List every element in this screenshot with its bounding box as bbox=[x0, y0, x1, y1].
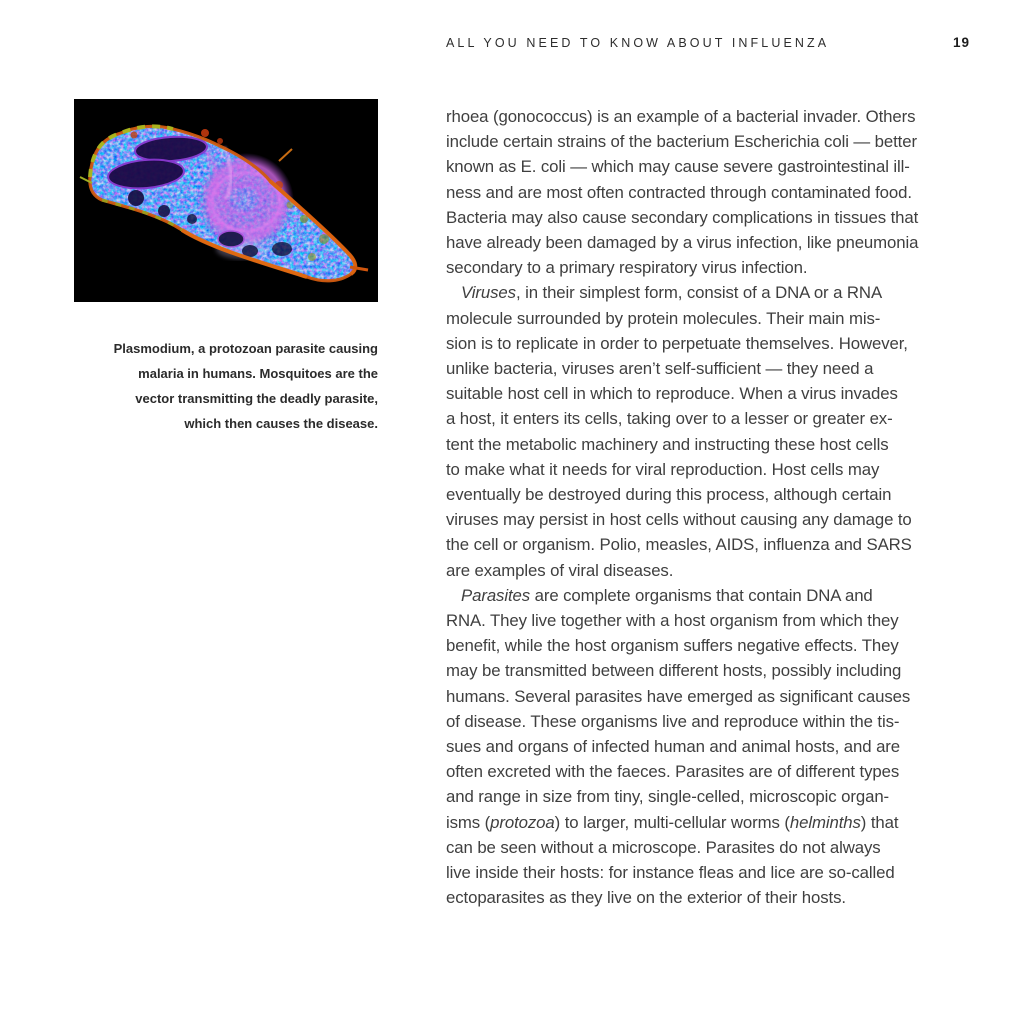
body-line: molecule surrounded by protein molecules. Their main mis- bbox=[446, 308, 881, 328]
body-line: rhoea (gonococcus) is an example of a bacterial invader. Others bbox=[446, 107, 916, 126]
figure-caption bbox=[74, 336, 378, 436]
body-line: RNA. They live together with a host organism from which they bbox=[446, 611, 899, 631]
micrograph-illustration bbox=[74, 99, 378, 302]
body-line: to make what it needs for viral reproduction. Host cells may bbox=[446, 459, 880, 479]
running-header: ALL YOU NEED TO KNOW ABOUT INFLUENZA bbox=[446, 36, 830, 50]
body-line: ectoparasites as they live on the exterior of their hosts. bbox=[446, 888, 846, 908]
body-line: viruses may persist in host cells without causing any damage to bbox=[446, 510, 912, 530]
body-line: often excreted with the faeces. Parasites are of different types bbox=[446, 762, 900, 782]
page-number: 19 bbox=[952, 35, 970, 50]
body-line: a host, it enters its cells, taking over to a lesser or greater ex- bbox=[446, 409, 893, 429]
body-line: tent the metabolic machinery and instructing these host cells bbox=[446, 434, 889, 454]
body-line: secondary to a primary respiratory virus infection. bbox=[446, 258, 808, 278]
body-line: benefit, while the host organism suffers negative effects. They bbox=[446, 636, 899, 656]
body-text-column bbox=[446, 104, 981, 911]
body-line: sion is to replicate in order to perpetuate themselves. However, bbox=[446, 333, 908, 353]
body-line: Viruses, in their simplest form, consist of a DNA or a RNA bbox=[461, 283, 883, 303]
body-line: the cell or organism. Polio, measles, AIDS, influenza and SARS bbox=[446, 535, 912, 555]
body-line: may be transmitted between different hosts, possibly including bbox=[446, 661, 902, 681]
body-line: have already been damaged by a virus infection, like pneumonia bbox=[446, 233, 919, 253]
body-line: humans. Several parasites have emerged as significant causes bbox=[446, 686, 911, 706]
body-line: Parasites are complete organisms that contain DNA and bbox=[461, 585, 873, 605]
body-line: include certain strains of the bacterium Escherichia coli — better bbox=[446, 132, 917, 152]
body-line: eventually be destroyed during this process, although certain bbox=[446, 485, 892, 505]
body-line: sues and organs of infected human and animal hosts, and are bbox=[446, 737, 901, 757]
body-line: of disease. These organisms live and reproduce within the tis- bbox=[446, 711, 900, 731]
body-line: unlike bacteria, viruses aren’t self-sufficient — they need a bbox=[446, 359, 874, 379]
body-line: suitable host cell in which to reproduce. When a virus invades bbox=[446, 384, 898, 404]
caption-line: vector transmitting the deadly parasite, bbox=[135, 391, 378, 406]
body-line: can be seen without a microscope. Parasites do not always bbox=[446, 837, 881, 857]
caption-line: Plasmodium, a protozoan parasite causing bbox=[113, 341, 378, 356]
caption-line: malaria in humans. Mosquitoes are the bbox=[138, 366, 378, 381]
body-line: Bacteria may also cause secondary complications in tissues that bbox=[446, 207, 919, 227]
body-line: known as E. coli — which may cause severe gastrointestinal ill- bbox=[446, 157, 910, 177]
body-line: isms (protozoa) to larger, multi-cellular worms (helminths) that bbox=[446, 812, 899, 832]
body-line: are examples of viral diseases. bbox=[446, 560, 674, 580]
body-line: and range in size from tiny, single-celled, microscopic organ- bbox=[446, 787, 890, 807]
plasmodium-micrograph bbox=[74, 99, 378, 302]
body-line: live inside their hosts: for instance fleas and lice are so-called bbox=[446, 863, 895, 883]
caption-line: which then causes the disease. bbox=[184, 416, 378, 431]
body-line: ness and are most often contracted through contaminated food. bbox=[446, 182, 912, 202]
